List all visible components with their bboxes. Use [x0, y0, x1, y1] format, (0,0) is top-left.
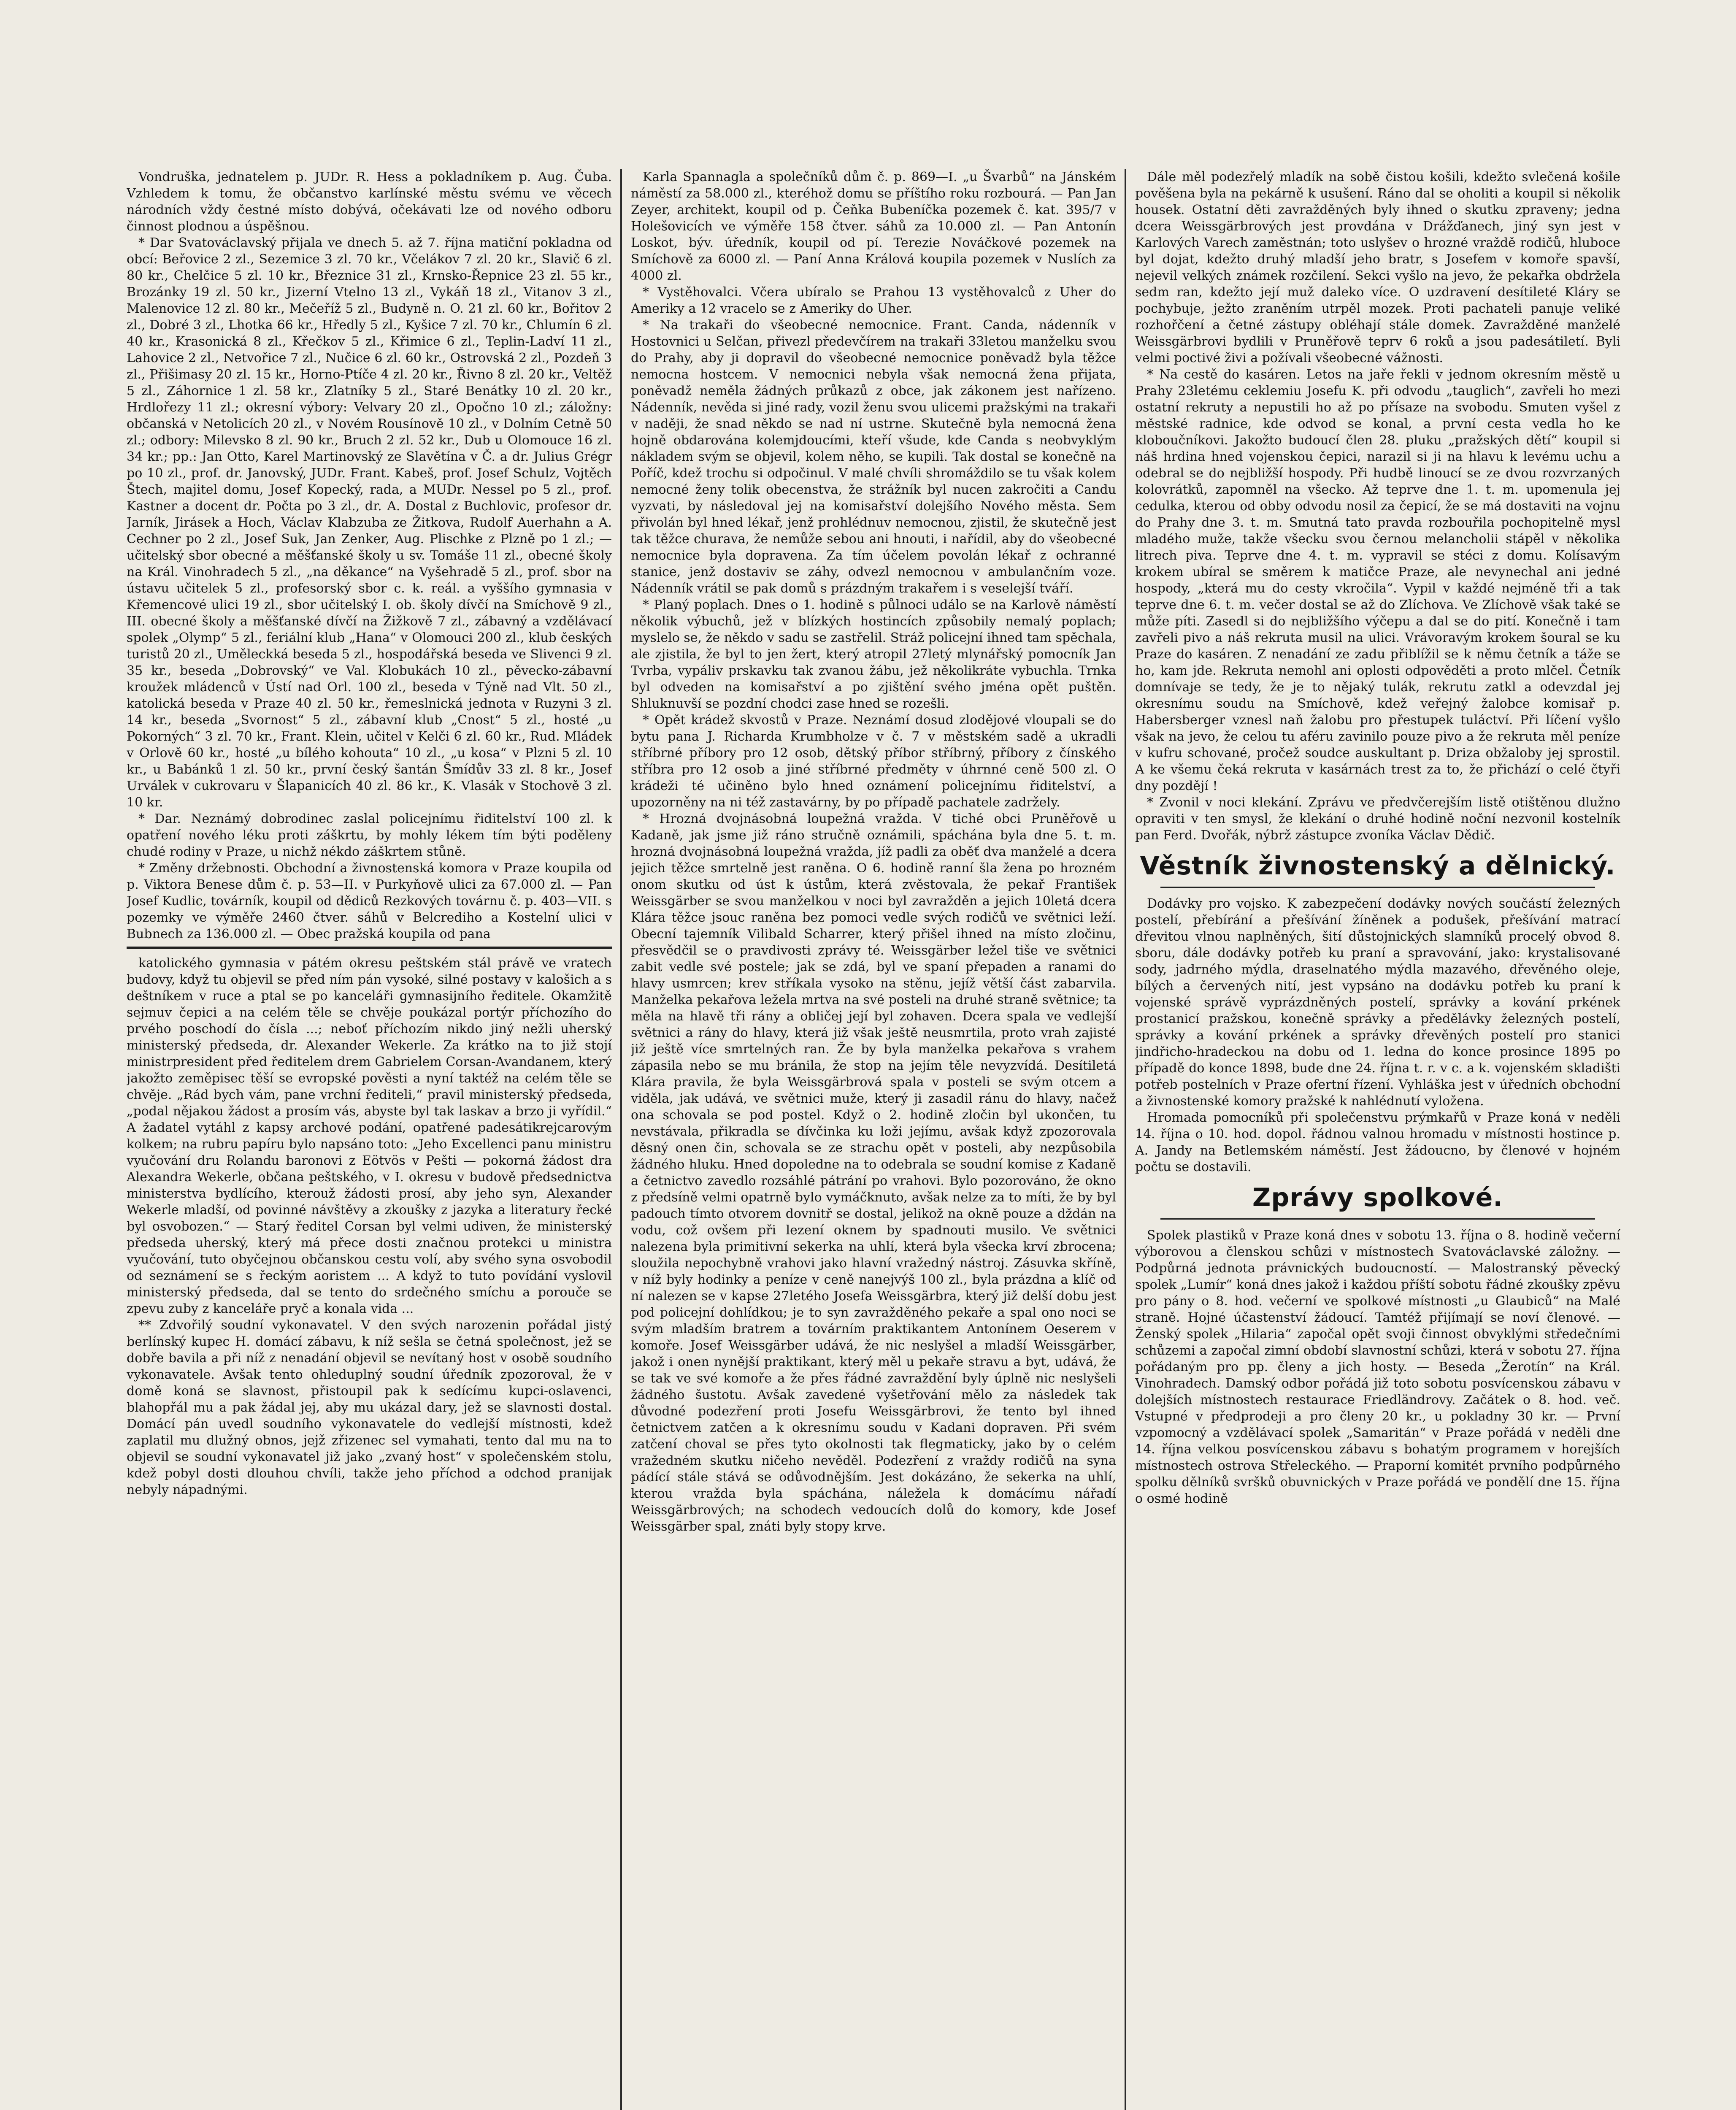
section-heading: Věstník živnostenský a dělnický.: [1140, 851, 1616, 881]
section-heading: Zprávy spolkové.: [1252, 1183, 1503, 1212]
article-columns: [127, 169, 1629, 2110]
article-paragraph: Dále měl podezřelý mladík na sobě čistou košili, kdežto svlečená košile pověšena byla na pekárně k usušení. Ráno dal se oholiti a koupil si několik housek. Ostatní děti zavražděných byly ihned o skutku zpraveny; jedna dcera Weissgärbrových jest provdána v Drážďanech, jiný syn jest v Karlových Varech zaměstnán; toto uslyšev o hrozné vraždě rodičů, hluboce byl dojat, kdežto druhý mladší jeho bratr, s Josefem v komoře spavší, nejevil velkých známek rozčilení. Sekci vyšlo na jevo, že pekařka obdržela sedm ran, kdežto její muž daleko více. O uzdravení desítileté Kláry se pochybuje, ježto zraněním utrpěl mozek. Proti pachateli panuje veliké rozhořčení a četné zástupy obléhají stále domek. Zavražděné manželé Weissgärbrovi bydlili v Pruněřově teprv 6 roků a jsou padesátiletí. Byli velmi poctivé živi a požívali všeobecné vážnosti.: [1135, 170, 1620, 365]
article-paragraph: Hromada pomocníků při společenstvu prýmkařů v Praze koná v neděli 14. října o 10. hod. dopol. řádnou valnou hromadu v místnosti hostince p. A. Jandy na Betlemském náměstí. Jest žádoucno, by členové v hojném počtu se dostavili.: [1135, 1110, 1620, 1174]
section-divider: [127, 947, 612, 949]
column-divider: [620, 169, 622, 2110]
column-2: [631, 169, 1116, 2110]
article-paragraph: * Dar. Neznámý dobrodinec zaslal policejnímu řiditelství 100 zl. k opatření nového léku proti záškrtu, by mohly lékem tím býti poděleny chudé rodiny v Praze, u nichž nékdo záškrtem stůně.: [127, 812, 612, 859]
article-paragraph: Spolek plastiků v Praze koná dnes v sobotu 13. října o 8. hodině večerní výborovou a členskou schůzi v místnostech Svatováclavské záložny. — Podpůrná jednota právnických budoucností. — Malostranský pěvecký spolek „Lumír“ koná dnes jakož i každou příští sobotu řádné zkoušky zpěvu pro pány o 8. hod. večerní ve spolkové místnosti „u Glaubiců“ na Malé straně. Hojné účastenství žádoucí. Tamtéž přijímají se noví členové. — Ženský spolek „Hilaria“ započal opět svoji činnost obvyklými středečními schůzemi a započal zimní období slavnostní schůzi, která v sobotu 27. října pořádaným pro pp. členy a jich hosty. — Beseda „Žerotín“ na Král. Vinohradech. Damský odbor pořádá již toto sobotu posvícenskou zábavu v dolejších místnostech restaurace Friedländrovy. Začátek o 8. hod. več. Vstupné v předprodeji a pro členy 20 kr., u pokladny 30 kr. — První vzpomocný a vzdělávací spolek „Samaritán“ v Praze pořádá v neděli dne 14. října velkou posvícenskou zábavu s bohatým programem v horejších místnostech ostrova Střeleckého. — Praporní komitét prvního podpůrného spolku dělníků svršků obuvnických v Praze pořádá ve pondělí dne 15. října o osmé hodině: [1135, 1228, 1620, 1506]
heading-rule: [1160, 887, 1595, 888]
article-paragraph: * Zvonil v noci klekání. Zprávu ve předvčerejším listě otištěnou dlužno opraviti v ten smysl, že klekání o druhé hodině noční nezvonil kostelník pan Ferd. Dvořák, nýbrž zástupce zvoníka Václav Dědič.: [1135, 795, 1620, 843]
column-3: [1135, 169, 1620, 2110]
article-paragraph: * Na cestě do kasáren. Letos na jaře řekli v jednom okresním městě u Prahy 23letému ceklemiu Josefu K. při odvodu „tauglich“, zavřeli ho mezi ostatní rekruty a nepustili ho až po přísaze na svobodu. Smuten vyšel z městské radnice, kde odvod se konal, a první cesta vedla ho ke kloboučníkovi. Jakožto budoucí člen 28. pluku „pražských dětí“ koupil si náš hrdina hned vojenskou čepici, narazil si ji na hlavu k levému uchu a odebral se do nejbližší hospody. Při hudbě linoucí se ze dvou rozvrzaných kolovrátků, zapomněl na všecko. Až teprve dne 1. t. m. upomenula jej cedulka, kterou od obby odvodu nosil za čepicí, že se má dostaviti na vojnu do Prahy dne 3. t. m. Smutná tato pravda rozbouřila pochopitelně mysl mladého muže, takže všecku svou černou melancholii stápěl v několika litrech piva. Teprve dne 4. t. m. vypravil se stéci z domu. Kolísavým krokem ubíral se směrem k matičce Praze, ale nevynechal ani jedné hospody, „která mu do cesty vkročila“. Vypil v každé nejméně tři a tak teprve dne 6. t. m. večer dostal se až do Zlíchova. Ve Zlíchově však také se může píti. Zasedl si do nejbližšího výčepu a dal se do pití. Konečně i tam zavřeli pivo a náš rekruta musil na ulici. Vrávoravým krokem šoural se ku Praze do kasáren. Z nenadání ze zadu přiblížil se k němu četník a táže se ho, kam jde. Rekruta nemohl ani oplosti odpověděti a proto mlčel. Četník domnívaje se tedy, že je to nějaký tulák, rekrutu zatkl a odevzdal jej okresnímu soudu na Smíchově, kdež veřejný žalobce komisař p. Habersberger vznesl naň žalobu pro přestupek tuláctví. Při líčení vyšlo však na jevo, že celou tu aféru zavinilo pouze pivo a že rekruta měl peníze v kufru schované, pročež soudce auskultant p. Driza obžaloby jej sprostil. A ke všemu čeká rekruta v kasárnách trest za to, že přichází o celé čtyři dny pozdějí !: [1135, 367, 1620, 793]
article-paragraph: * Planý poplach. Dnes o 1. hodině s půlnoci událo se na Karlově náměstí několik výbuchů, jež v blízkých hostincích způsobily nemalý poplach; myslelo se, že někdo v sadu se zastřelil. Stráž policejní ihned tam spěchala, ale zjistila, že byl to jen žert, který atropil 27letý mlynářský pomocník Jan Tvrba, vypáliv prskavku tak zvanou žábu, jež několikráte vybuchla. Trnka byl odveden na komisařství a po zjištění svého jména opět puštěn. Shluknuvší se pozdní chodci zase hned se rozešli.: [631, 598, 1116, 711]
article-paragraph: katolického gymnasia v pátém okresu peštském stál právě ve vratech budovy, když tu objevil se před ním pán vysoké, silné postavy v kalošich a s deštníkem v ruce a ptal se po kanceláři gymnasijního ředitele. Okamžitě sejmuv čepici a na celém těle se chvěje poukázal portýr příchozího do prvého poschodí do čísla ...; neboť příchozím nikdo jiný nežli uherský ministerský předseda, dr. Alexander Wekerle. Za krátko na to již stojí ministrpresident před ředitelem drem Gabrielem Corsan-Avandanem, který jakožto zeměpisec těší se evropské pověsti a nyní taktéž na celém těle se chvěje. „Rád bych vám, pane vrchní řediteli,“ pravil ministerský předseda, „podal nějakou žádost a prosím vás, abyste byl tak laskav a brzo ji vyřídil.“ A žadatel vytáhl z kapsy archové podání, opatřené padesátikrejcarovým kolkem; na rubru papíru bylo napsáno toto: „Jeho Excellenci panu ministru vyučování dru Rolandu baronovi z Eötvös v Pešti — pokorná žádost dra Alexandra Wekerle, občana peštského, v I. okresu v budově předsednictva ministerstva bydlícího, kterouž žádosti prosí, aby jeho syn, Alexander Wekerle mladší, od povinné návštěvy a zkoušky z jazyka a literatury řecké byl osvobozen.“ — Starý ředitel Corsan byl velmi udiven, že ministerský předseda uherský, který má přece dosti značnou protekci u ministra vyučování, tuto obyčejnou občanskou cestu volí, aby svého syna osvobodil od seznámení se s řeckým aoristem ... A když to tuto povídání vyslovil ministerský předseda, dal se tento do srdečného smíchu a porouče se zpevu zuby z kanceláře pryč a konala vida ...: [127, 956, 612, 1316]
heading-rule: [1160, 1218, 1595, 1220]
article-paragraph: * Dar Svatováclavský přijala ve dnech 5. až 7. října matiční pokladna od obcí: Beřovice 2 zl., Sezemice 3 zl. 70 kr., Včelákov 7 zl. 20 kr., Slavič 6 zl. 80 kr., Chelčice 5 zl. 10 kr., Březnice 31 zl., Krnsko-Řepnice 23 zl. 55 kr., Brozánky 19 zl. 50 kr., Jizerní Vtelno 13 zl., Vykáň 18 zl., Vitanov 3 zl., Malenovice 12 zl. 80 kr., Mečeříž 5 zl., Budyně n. O. 21 zl. 60 kr., Bořitov 2 zl., Dobré 3 zl., Lhotka 66 kr., Hředly 5 zl., Kyšice 7 zl. 70 kr., Chlumín 6 zl. 40 kr., Krasonická 8 zl., Křečkov 5 zl., Křimice 6 zl., Teplin-Ladví 11 zl., Lahovice 2 zl., Netvořice 7 zl., Nučice 6 zl. 60 kr., Ostrovská 2 zl., Pozdeň 3 zl., Přišimasy 20 zl. 15 kr., Horno-Ptíče 4 zl. 20 kr., Řivno 8 zl. 20 kr., Veltěž 5 zl., Záhornice 1 zl. 58 kr., Zlatníky 5 zl., Staré Benátky 10 zl. 20 kr., Hrdlořezy 11 zl.; okresní výbory: Velvary 20 zl., Opočno 10 zl.; záložny: občanská v Netolicích 20 zl., v Novém Rousínově 10 zl., v Dolním Cetně 50 zl.; odbory: Milevsko 8 zl. 90 kr., Bruch 2 zl. 52 kr., Dub u Olomouce 16 zl. 34 kr.; pp.: Jan Otto, Karel Martinovský ze Slavětína v Č. a dr. Julius Grégr po 10 zl., prof. dr. Janovský, JUDr. Frant. Kabeš, prof. Josef Schulz, Vojtěch Štech, majitel domu, Josef Kopecký, rada, a MUDr. Nessel po 5 zl., prof. Kastner a docent dr. Počta po 3 zl., dr. A. Dostal z Buchlovic, profesor dr. Jarník, Jirásek a Hoch, Václav Klabzuba ze Žitkova, Rudolf Auerhahn a A. Cechner po 2 zl., Josef Suk, Jan Zenker, Aug. Plischke z Plzně po 1 zl.; — učitelský sbor obecné a měšťanské školy u sv. Tomáše 11 zl., obecné školy na Král. Vinohradech 5 zl., „na děkance“ na Vyšehradě 5 zl., prof. sbor na ústavu učitelek 5 zl., profesorský sbor c. k. reál. a vyššího gymnasia v Křemencové ulici 19 zl., sbor učitelský I. ob. školy dívčí na Smíchově 9 zl., III. obecné školy a měšťanské dívčí na Žižkově 7 zl., zábavný a vzdělávací spolek „Olymp“ 5 zl., feriální klub „Hana“ v Olomouci 200 zl., klub českých turistů 20 zl., Uměleckká beseda 5 zl., hospodářská beseda ve Slivenci 9 zl. 35 kr., beseda „Dobrovský“ ve Val. Klobukách 10 zl., pěvecko-zábavní kroužek mládenců v Ústí nad Orl. 100 zl., beseda v Týně nad Vlt. 50 zl., katolická beseda v Praze 40 zl. 50 kr., řemeslnická jednota v Ruzyni 3 zl. 14 kr., beseda „Svornost“ 5 zl., zábavní klub „Cnost“ 5 zl., hosté „u Pokorných“ 3 zl. 70 kr., Frant. Klein, učitel v Kelči 6 zl. 60 kr., Rud. Mládek v Orlově 60 kr., hosté „u bílého kohouta“ 10 zl., „u kosa“ v Plzni 5 zl. 10 kr., u Babánků 1 zl. 50 kr., první český šantán Šmídův 33 zl. 8 kr., Josef Urválek v cukrovaru v Šlapanicích 40 zl. 86 kr., K. Vlasák v Stochově 3 zl. 10 kr.: [127, 235, 612, 810]
column-1: [127, 169, 612, 2110]
article-paragraph: Dodávky pro vojsko. K zabezpečení dodávky nových součástí železných postelí, přebírání a přešívání žíněnek a podušek, přešívání matrací dřevitou vlnou naplněných, šití důstojnických slamníků procelý obvod 8. sboru, dále dodávky potřeb ku praní a spravování, jako: krystalisované sody, jadrného mýdla, draselnatého mýdla mazavého, dřevěného oleje, bílých a červených nití, jest vypsáno na dodávku potřeb ku praní k vojenské správě vyprázdněných postelí, správky a kování prkének prostanicí pražskou, konečně správky a předělávky železných postelí, správky a kování prkének a správky dřevěných postelí pro stanici jindřicho-hradeckou na dobu od 1. ledna do konce prosince 1895 po případě do konce 1898, bude dne 24. října t. r. v c. a k. vojenském skladišti potřeb postelních v Praze ofertní řízení. Vyhláška jest v úředních obchodní a živnostenské komory pražské k nahlédnutí vyložena.: [1135, 896, 1620, 1109]
article-paragraph: * Změny držebnosti. Obchodní a živnostenská komora v Praze koupila od p. Viktora Benese dům č. p. 53—II. v Purkyňově ulici za 67.000 zl. — Pan Josef Kudlic, továrník, koupil od dědiců Rezkových továrnu č. p. 403—VII. s pozemky ve výměře 2460 čtver. sáhů v Belcrediho a Kostelní ulici v Bubnech za 136.000 zl. — Obec pražská koupila od pana: [127, 861, 612, 941]
article-paragraph: Vondruška, jednatelem p. JUDr. R. Hess a pokladníkem p. Aug. Čuba. Vzhledem k tomu, že občanstvo karlínské městu svému ve věcech národních vždy čestné místo dobývá, očekávati lze od nového odboru činnost plodnou a úspěšnou.: [127, 170, 612, 234]
article-paragraph: * Opět krádež skvostů v Praze. Neznámí dosud zlodějové vloupali se do bytu pana J. Richarda Krumbholze v č. 7 v městském sadě a ukradli stříbrné příbory pro 12 osob, dětský příbor stříbrný, příbory z čínského stříbra pro 12 osob a jiné stříbrné předměty v úhrnné ceně 500 zl. O krádeži té učiněno bylo hned oznámení policejnímu řiditelství, a upozorněny na ni též zastavárny, by po případě pachatele zadržely.: [631, 713, 1116, 810]
article-paragraph: * Na trakaři do všeobecné nemocnice. Frant. Canda, nádenník v Hostovnici u Selčan, přivezl předevčírem na trakaři 33letou manželku svou do Prahy, aby ji dopravil do všeobecné nemocnice poněvadž byla těžce nemocna hostcem. V nemocnici nebyla však nemocná žena přijata, poněvadž neměla žádných průkazů z obce, jak zákonem jest nařízeno. Nádenník, nevěda si jiné rady, vozil ženu svou ulicemi pražskými na trakaři v naději, že snad někdo se nad ní ustrne. Skutečně byla nemocná žena hojně obdarována kolemjdoucími, kteří všude, kde Canda s neobvyklým nákladem svým se objevil, kolem něho, se kupili. Tak dostal se konečně na Poříč, kdež trochu si odpočinul. V malé chvíli shromáždilo se tu však kolem nemocné ženy tolik obecenstva, že strážník byl nucen zakročiti a Candu vyzvati, by následoval jej na komisařství dolejšího Nového města. Sem přivolán byl hned lékař, jenž prohlédnuv nemocnou, zjistil, že skutečně jest tak těžce churava, že nemůže sebou ani hnouti, i nařídil, aby do všeobecné nemocnice byla dopravena. Za tím účelem povolán lékař z ochranné stanice, jenž dostaviv se záhy, odvezl nemocnou v ambulančním voze. Nádenník vrátil se pak domů s prázdným trakařem i s veselejší tváří.: [631, 318, 1116, 596]
article-paragraph: * Vystěhovalci. Včera ubíralo se Prahou 13 vystěhovalců z Uher do Ameriky a 12 vracelo se z Ameriky do Uher.: [631, 285, 1116, 316]
article-paragraph: Karla Spannagla a společníků dům č. p. 869—I. „u Švarbů“ na Jánském náměstí za 58.000 zl., kteréhož domu se příštího roku rozbourá. — Pan Jan Zeyer, architekt, koupil od p. Čeňka Bubeníčka pozemek č. kat. 395/7 v Holešovicích ve výměře 158 čtver. sáhů za 10.000 zl. — Pan Antonín Loskot, býv. úředník, koupil od pí. Terezie Nováčkové pozemek na Smíchově za 6000 zl. — Paní Anna Králová koupila pozemek v Nuslích za 4000 zl.: [631, 170, 1116, 283]
article-paragraph: * Hrozná dvojnásobná loupežná vražda. V tiché obci Pruněřově u Kadaně, jak jsme již ráno stručně oznámili, spáchána byla dne 5. t. m. hrozná dvojnásobná loupežná vražda, jíž padli za oběť dva manželé a dcera jejich těžce smrtelně jest raněna. O 6. hodině ranní šla žena po hrozném onom skutku od úst k ústům, která zvěstovala, že pekař František Weissgärber se svou manželkou v noci byl zavražděn a jejich 10letá dcera Klára těžce jsouc raněna bez pomoci vedle svých rodičů ve světnici leží. Obecní tajemník Vilibald Scharrer, který přišel ihned na místo zločinu, přesvědčil se o pravdivosti zprávy té. Weissgärber ležel tiše ve světnici zabit vedle své postele; jak se zdá, byl ve spaní přepaden a ranami do hlavy usmrcen; krev stříkala vysoko na stěnu, jejíž větší část zabarvila. Manželka pekařova ležela mrtva na své posteli na druhé straně světnice; ta měla na hlavě tři rány a obličej její byl zohaven. Dcera spala ve vedlejší světnici a rány do hlavy, která již však ještě neusmrtila, proto vrah zajisté již ještě více smrtelných ran. Že by byla manželka pekařova s vrahem zápasila nebo se mu bránila, že stop na jejím těle nevyzvídá. Desítiletá Klára pravila, že byla Weissgärbrová spala v posteli se svým otcem a viděla, jak udává, ve světnici muže, který ji zasadil ránu do hlavy, načež ona schovala se pod postel. Když o 2. hodině zločin byl ukončen, tu nevstávala, přikradla se dívčinka ku loži jejímu, avšak když zpozorovala děsný onen čin, schovala se ze strachu opět v posteli, aby nezpůsobila žádného hluku. Hned dopoledne na to odebrala se soudní komise z Kadaně a četnictvo zavedlo rozsáhlé pátrání po vrahovi. Bylo pozorováno, že okno z předsíně velmi opatrně bylo vymáčknuto, avšak nelze za to míti, že by byl padouch tímto otvorem dovnitř se dostal, jelikož na okně pouze a dždán na vodu, což ovšem při lezení oknem by spadnouti musilo. Ve světnici nalezena byla primitivní sekerka na uhlí, která byla všecka krví zbrocena; sloužila nepochybně vrahovi jako hlavní vražedný nástroj. Zásuvka skříně, v níž byly hodinky a peníze v ceně nanejvýš 100 zl., byla prázdna a klíč od ní nalezen se v kapse 27letého Josefa Weissgärbra, který již delší dobu jest pod policejní dohlídkou; je to syn zavražděného pekaře a spal ono noci se svým mladším bratrem a továrním praktikantem Antonínem Oeserem v komoře. Josef Weissgärber udává, že nic neslyšel a mladší Weissgärber, jakož i onen nynější praktikant, který měl u pekaře stravu a byt, udává, že se tak ve své komoře a že přes řádné zavraždění byly úplně nic neslyšeli žádného šustotu. Avšak zavedené vyšetřování mělo za následek tak důvodné podezření proti Josefu Weissgärbrovi, že tento byl ihned četnictvem zatčen a k okresnímu soudu v Kadani dopraven. Při svém zatčení choval se přes tyto okolnosti tak flegmaticky, jako by o celém vražedném skutku ničeho nevěděl. Podezření z vraždy rodičů na syna pádící stále stává se odůvodnějším. Jest dokázáno, že sekerka na uhlí, kterou vražda byla spáchána, náležela k domácímu nářadí Weissgärbrových; na schodech vedoucích dolů do komory, kde Josef Weissgärber spal, znáti byly stopy krve.: [631, 812, 1116, 1534]
article-paragraph: ** Zdvořilý soudní vykonavatel. V den svých narozenin pořádal jistý berlínský kupec H. domácí zábavu, k níž sešla se četná společnost, jež se dobře bavila a při níž z nenadání objevil se nevítaný host v osobě soudního vykonavatele. Avšak tento ohleduplný soudní úředník zpozoroval, že v domě koná se slavnost, přistoupil pak k sedícímu kupci-oslavenci, blahopřál mu a pak žádal jej, aby mu ukázal dary, jež se slavnosti dostal. Domácí pán uvedl soudního vykonavatele do vedlejší místnosti, kdež zaplatil mu dlužný obnos, jejž zřizenec sel vymahati, tento dal mu na to objevil se soudní vykonavatel již jako „zvaný host“ v společenském stolu, kdež pobyl dosti dlouhou chvíli, takže jeho příchod a odchod pranijak nebyly nápadnými.: [127, 1318, 612, 1497]
column-divider: [1125, 169, 1126, 2110]
